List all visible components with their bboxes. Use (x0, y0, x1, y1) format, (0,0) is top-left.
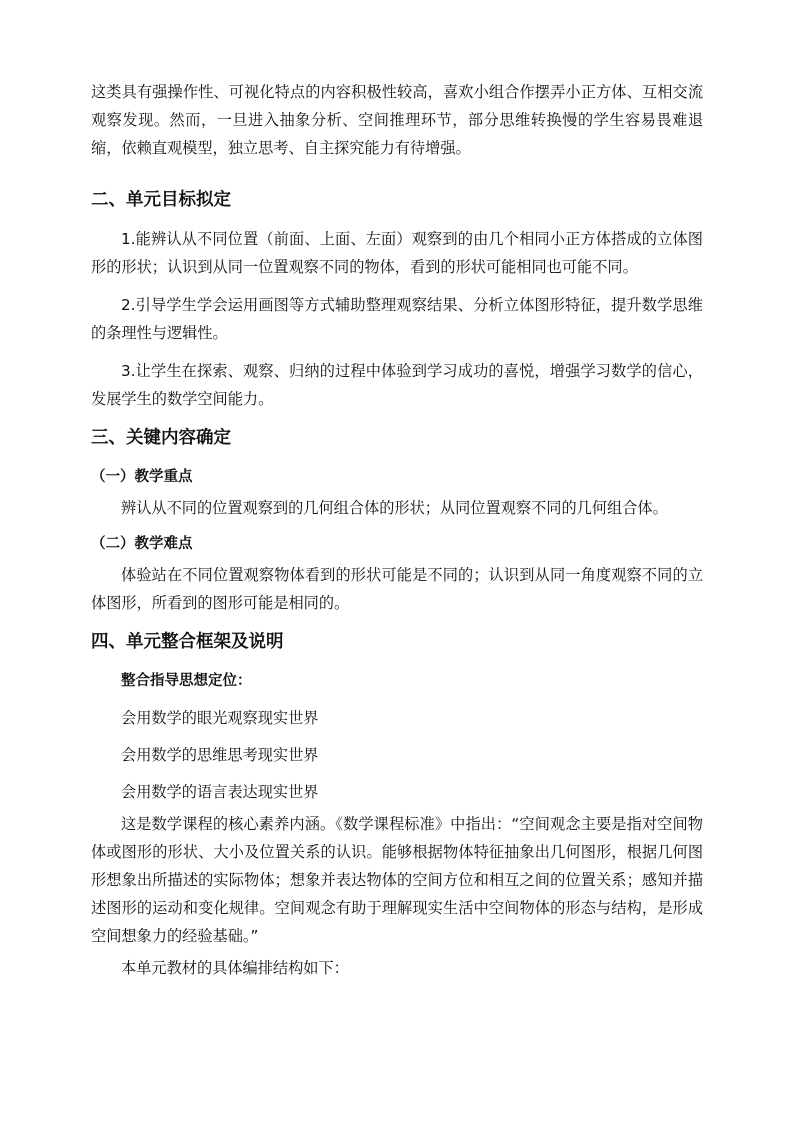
core-literacy-line-3: 会用数学的语言表达现实世界 (121, 783, 319, 801)
guide-label: 整合指导思想定位： (121, 673, 252, 689)
goal-item-3: 3.让学生在探索、观察、归纳的过程中体验到学习成功的喜悦，增强学习数学的信心，发展学生的数学空间能力。 (91, 362, 703, 408)
teaching-difficulty-text: 体验站在不同位置观察物体看到的形状可能是不同的；认识到从同一角度观察不同的立体图形，所看到的图形可能是相同的。 (91, 566, 703, 612)
curriculum-standard-paragraph: 这是数学课程的核心素养内涵。《数学课程标准》中指出：“空间观念主要是指对空间物体或图形的形状、大小及位置关系的认识。能够根据物体特征抽象出几何图形，根据几何图形想象出所描述的实际物体；想象并表达物体的空间方位和相互之间的位置关系；感知并描述图形的运动和变化规律。空间观念有助于理解现实生活中空间物体的形态与结构，是形成空间想象力的经验基础。” (91, 815, 703, 945)
goal-item-2: 2.引导学生学会运用画图等方式辅助整理观察结果、分析立体图形特征，提升数学思维的条理性与逻辑性。 (91, 296, 703, 342)
goal-item-1: 1.能辨认从不同位置（前面、上面、左面）观察到的由几个相同小正方体搭成的立体图形的形状；认识到从同一位置观察不同的物体，看到的形状可能相同也可能不同。 (91, 230, 703, 276)
closing-line: 本单元教材的具体编排结构如下： (121, 959, 349, 977)
section-heading-unit-goals: 二、单元目标拟定 (91, 190, 231, 210)
intro-paragraph: 这类具有强操作性、可视化特点的内容积极性较高，喜欢小组合作摆弄小正方体、互相交流观察发现。然而，一旦进入抽象分析、空间推理环节，部分思维转换慢的学生容易畏难退缩，依赖直观模型，独立思考、自主探究能力有待增强。 (91, 83, 703, 157)
teaching-focus-text: 辨认从不同的位置观察到的几何组合体的形状；从同位置观察不同的几何组合体。 (121, 499, 668, 517)
subheading-teaching-difficulty: （二）教学难点 (91, 536, 193, 552)
core-literacy-line-2: 会用数学的思维思考现实世界 (121, 746, 319, 764)
core-literacy-line-1: 会用数学的眼光观察现实世界 (121, 709, 319, 727)
subheading-teaching-focus: （一）教学重点 (91, 469, 193, 485)
section-heading-key-content: 三、关键内容确定 (91, 428, 231, 448)
document-page (91, 78, 703, 982)
section-heading-integration-framework: 四、单元整合框架及说明 (91, 632, 284, 652)
